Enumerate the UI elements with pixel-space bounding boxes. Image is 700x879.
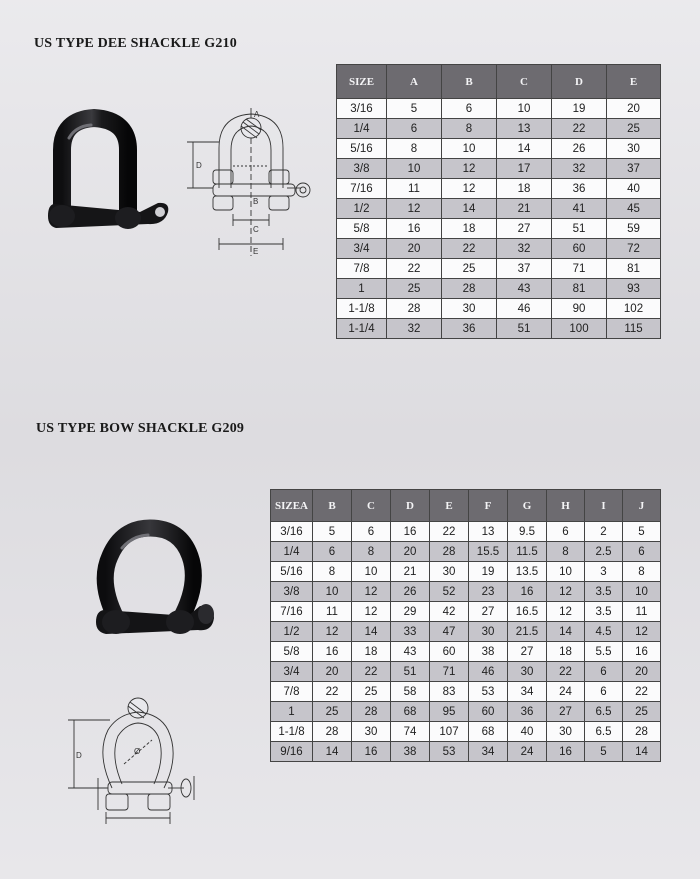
table-cell: 23 (469, 582, 508, 602)
table-cell: 1 (337, 279, 387, 299)
table-cell: 83 (430, 682, 469, 702)
table-cell: 30 (469, 622, 508, 642)
table-cell: 14 (442, 199, 497, 219)
table-cell: 30 (547, 722, 585, 742)
table-cell: 115 (607, 319, 661, 339)
table-cell: 20 (313, 662, 352, 682)
table-cell: 18 (442, 219, 497, 239)
table-cell: 30 (430, 562, 469, 582)
table-cell: 3/8 (271, 582, 313, 602)
table-cell: 7/16 (271, 602, 313, 622)
dee-shackle-spec-table (336, 64, 661, 339)
table-cell: 37 (607, 159, 661, 179)
table-cell: 22 (313, 682, 352, 702)
dee-shackle-diagram (183, 108, 318, 268)
table-row (271, 622, 661, 642)
table-cell: 8 (623, 562, 661, 582)
table-cell: 36 (552, 179, 607, 199)
table-row (271, 662, 661, 682)
table-cell: 14 (547, 622, 585, 642)
table-cell: 14 (352, 622, 391, 642)
table-cell: 81 (607, 259, 661, 279)
dee-diagram-label-b: B (253, 197, 259, 206)
bow-shackle-spec-table (270, 489, 661, 762)
table-cell: 3/16 (337, 99, 387, 119)
table-cell: 47 (430, 622, 469, 642)
table-cell: 26 (552, 139, 607, 159)
table-cell: 21.5 (508, 622, 547, 642)
column-header: D (552, 65, 607, 99)
table-cell: 32 (497, 239, 552, 259)
table-cell: 22 (430, 522, 469, 542)
table-cell: 25 (313, 702, 352, 722)
table-cell: 68 (391, 702, 430, 722)
table-cell: 40 (607, 179, 661, 199)
table-header-row (271, 490, 661, 522)
table-cell: 10 (387, 159, 442, 179)
table-cell: 58 (391, 682, 430, 702)
dee-shackle-photo (36, 108, 171, 258)
table-cell: 90 (552, 299, 607, 319)
table-cell: 20 (607, 99, 661, 119)
table-row (337, 279, 661, 299)
table-cell: 22 (442, 239, 497, 259)
table-cell: 6 (547, 522, 585, 542)
table-cell: 59 (607, 219, 661, 239)
table-cell: 8 (547, 542, 585, 562)
bow-shackle-title: US TYPE BOW SHACKLE G209 (36, 421, 245, 436)
table-cell: 1-1/8 (271, 722, 313, 742)
table-cell: 21 (391, 562, 430, 582)
table-cell: 12 (442, 159, 497, 179)
table-cell: 18 (497, 179, 552, 199)
table-cell: 28 (352, 702, 391, 722)
table-row (337, 259, 661, 279)
table-cell: 30 (442, 299, 497, 319)
table-cell: 13 (497, 119, 552, 139)
table-row (337, 139, 661, 159)
table-cell: 60 (469, 702, 508, 722)
table-cell: 16 (391, 522, 430, 542)
column-header: SIZE (337, 65, 387, 99)
table-cell: 60 (430, 642, 469, 662)
table-cell: 30 (352, 722, 391, 742)
table-cell: 18 (352, 642, 391, 662)
table-cell: 10 (623, 582, 661, 602)
table-row (337, 299, 661, 319)
table-cell: 46 (469, 662, 508, 682)
table-cell: 16 (352, 742, 391, 762)
table-cell: 8 (387, 139, 442, 159)
table-cell: 27 (508, 642, 547, 662)
table-row (337, 219, 661, 239)
table-cell: 16 (313, 642, 352, 662)
table-cell: 22 (552, 119, 607, 139)
table-cell: 16 (387, 219, 442, 239)
table-cell: 27 (469, 602, 508, 622)
table-cell: 19 (469, 562, 508, 582)
table-cell: 6 (442, 99, 497, 119)
column-header: B (313, 490, 352, 522)
table-cell: 15.5 (469, 542, 508, 562)
table-cell: 32 (387, 319, 442, 339)
column-header: D (391, 490, 430, 522)
dee-diagram-label-d: D (196, 161, 202, 170)
column-header: SIZEA (271, 490, 313, 522)
table-cell: 43 (497, 279, 552, 299)
table-cell: 28 (623, 722, 661, 742)
table-row (337, 179, 661, 199)
table-cell: 12 (387, 199, 442, 219)
table-cell: 42 (430, 602, 469, 622)
table-cell: 22 (352, 662, 391, 682)
table-cell: 28 (313, 722, 352, 742)
table-cell: 10 (442, 139, 497, 159)
table-cell: 20 (623, 662, 661, 682)
table-cell: 95 (430, 702, 469, 722)
table-cell: 3.5 (585, 602, 623, 622)
table-cell: 27 (547, 702, 585, 722)
table-cell: 10 (497, 99, 552, 119)
table-cell: 26 (391, 582, 430, 602)
table-row (271, 542, 661, 562)
table-cell: 8 (442, 119, 497, 139)
column-header: G (508, 490, 547, 522)
table-cell: 71 (552, 259, 607, 279)
table-cell: 52 (430, 582, 469, 602)
table-cell: 9.5 (508, 522, 547, 542)
table-cell: 3/4 (271, 662, 313, 682)
table-cell: 5/16 (337, 139, 387, 159)
table-cell: 28 (442, 279, 497, 299)
table-row (271, 742, 661, 762)
table-cell: 20 (387, 239, 442, 259)
table-cell: 6 (313, 542, 352, 562)
table-cell: 12 (547, 582, 585, 602)
table-cell: 45 (607, 199, 661, 219)
column-header: C (352, 490, 391, 522)
table-cell: 25 (607, 119, 661, 139)
table-cell: 22 (547, 662, 585, 682)
table-cell: 40 (508, 722, 547, 742)
table-cell: 72 (607, 239, 661, 259)
table-cell: 1-1/8 (337, 299, 387, 319)
table-cell: 14 (623, 742, 661, 762)
table-cell: 53 (469, 682, 508, 702)
table-cell: 30 (508, 662, 547, 682)
column-header: E (607, 65, 661, 99)
table-cell: 29 (391, 602, 430, 622)
column-header: A (387, 65, 442, 99)
table-cell: 107 (430, 722, 469, 742)
table-row (337, 319, 661, 339)
table-cell: 20 (391, 542, 430, 562)
table-cell: 16 (508, 582, 547, 602)
table-cell: 51 (391, 662, 430, 682)
table-cell: 1/4 (337, 119, 387, 139)
table-cell: 102 (607, 299, 661, 319)
table-cell: 71 (430, 662, 469, 682)
column-header: H (547, 490, 585, 522)
table-cell: 8 (313, 562, 352, 582)
table-cell: 4.5 (585, 622, 623, 642)
table-row (271, 642, 661, 662)
table-cell: 3 (585, 562, 623, 582)
table-row (337, 199, 661, 219)
column-header: F (469, 490, 508, 522)
table-cell: 10 (313, 582, 352, 602)
table-cell: 5.5 (585, 642, 623, 662)
column-header: B (442, 65, 497, 99)
table-row (337, 99, 661, 119)
table-cell: 25 (387, 279, 442, 299)
table-cell: 7/8 (337, 259, 387, 279)
table-row (337, 239, 661, 259)
table-cell: 5 (623, 522, 661, 542)
table-row (271, 582, 661, 602)
table-row (271, 682, 661, 702)
column-header: J (623, 490, 661, 522)
table-cell: 6.5 (585, 702, 623, 722)
table-cell: 12 (352, 582, 391, 602)
table-cell: 81 (552, 279, 607, 299)
table-cell: 3/16 (271, 522, 313, 542)
table-cell: 37 (497, 259, 552, 279)
table-row (271, 702, 661, 722)
table-cell: 1-1/4 (337, 319, 387, 339)
table-cell: 5 (585, 742, 623, 762)
table-cell: 1/4 (271, 542, 313, 562)
table-cell: 12 (442, 179, 497, 199)
table-cell: 36 (442, 319, 497, 339)
table-cell: 21 (497, 199, 552, 219)
table-cell: 19 (552, 99, 607, 119)
table-cell: 11 (387, 179, 442, 199)
table-cell: 51 (552, 219, 607, 239)
table-cell: 46 (497, 299, 552, 319)
table-cell: 1/2 (337, 199, 387, 219)
table-cell: 25 (352, 682, 391, 702)
table-cell: 2.5 (585, 542, 623, 562)
table-cell: 43 (391, 642, 430, 662)
table-row (337, 119, 661, 139)
table-cell: 22 (623, 682, 661, 702)
table-cell: 5/8 (271, 642, 313, 662)
table-header-row (337, 65, 661, 99)
table-cell: 41 (552, 199, 607, 219)
table-row (271, 562, 661, 582)
dee-diagram-label-a: A (254, 110, 260, 119)
table-row (271, 522, 661, 542)
table-cell: 28 (387, 299, 442, 319)
table-cell: 12 (352, 602, 391, 622)
table-cell: 33 (391, 622, 430, 642)
table-cell: 1/2 (271, 622, 313, 642)
table-cell: 38 (391, 742, 430, 762)
table-cell: 6 (585, 662, 623, 682)
table-cell: 38 (469, 642, 508, 662)
bow-shackle-photo (88, 518, 218, 648)
table-cell: 25 (442, 259, 497, 279)
table-cell: 68 (469, 722, 508, 742)
table-cell: 14 (497, 139, 552, 159)
dee-diagram-label-c: C (253, 225, 259, 234)
bow-diagram-label-d: D (76, 751, 82, 760)
table-cell: 11 (623, 602, 661, 622)
table-cell: 36 (508, 702, 547, 722)
table-cell: 3.5 (585, 582, 623, 602)
table-cell: 22 (387, 259, 442, 279)
table-cell: 24 (508, 742, 547, 762)
table-cell: 34 (508, 682, 547, 702)
table-cell: 5 (387, 99, 442, 119)
table-cell: 18 (547, 642, 585, 662)
table-cell: 17 (497, 159, 552, 179)
table-cell: 53 (430, 742, 469, 762)
table-cell: 3/4 (337, 239, 387, 259)
table-cell: 12 (623, 622, 661, 642)
table-cell: 8 (352, 542, 391, 562)
column-header: C (497, 65, 552, 99)
table-cell: 6 (585, 682, 623, 702)
table-row (271, 722, 661, 742)
bow-shackle-diagram (60, 692, 215, 832)
table-cell: 12 (313, 622, 352, 642)
table-cell: 16 (623, 642, 661, 662)
table-cell: 6 (623, 542, 661, 562)
table-cell: 93 (607, 279, 661, 299)
table-cell: 13 (469, 522, 508, 542)
table-cell: 28 (430, 542, 469, 562)
table-cell: 11 (313, 602, 352, 622)
table-cell: 100 (552, 319, 607, 339)
table-cell: 5/16 (271, 562, 313, 582)
table-cell: 7/8 (271, 682, 313, 702)
table-cell: 10 (547, 562, 585, 582)
table-cell: 16 (547, 742, 585, 762)
table-cell: 10 (352, 562, 391, 582)
table-cell: 51 (497, 319, 552, 339)
table-cell: 74 (391, 722, 430, 742)
table-cell: 2 (585, 522, 623, 542)
table-row (337, 159, 661, 179)
table-cell: 5/8 (337, 219, 387, 239)
table-row (271, 602, 661, 622)
table-cell: 27 (497, 219, 552, 239)
table-cell: 6 (387, 119, 442, 139)
table-cell: 6 (352, 522, 391, 542)
table-cell: 12 (547, 602, 585, 622)
dee-diagram-label-e: E (253, 247, 259, 256)
bow-diagram-label-g: Ø (134, 747, 141, 756)
table-cell: 16.5 (508, 602, 547, 622)
table-cell: 30 (607, 139, 661, 159)
table-cell: 11.5 (508, 542, 547, 562)
table-cell: 3/8 (337, 159, 387, 179)
table-cell: 32 (552, 159, 607, 179)
column-header: I (585, 490, 623, 522)
table-cell: 6.5 (585, 722, 623, 742)
table-cell: 25 (623, 702, 661, 722)
table-cell: 60 (552, 239, 607, 259)
table-cell: 7/16 (337, 179, 387, 199)
table-cell: 34 (469, 742, 508, 762)
column-header: E (430, 490, 469, 522)
table-cell: 14 (313, 742, 352, 762)
table-cell: 24 (547, 682, 585, 702)
dee-shackle-title: US TYPE DEE SHACKLE G210 (34, 36, 237, 51)
table-cell: 5 (313, 522, 352, 542)
table-cell: 9/16 (271, 742, 313, 762)
table-cell: 1 (271, 702, 313, 722)
table-cell: 13.5 (508, 562, 547, 582)
